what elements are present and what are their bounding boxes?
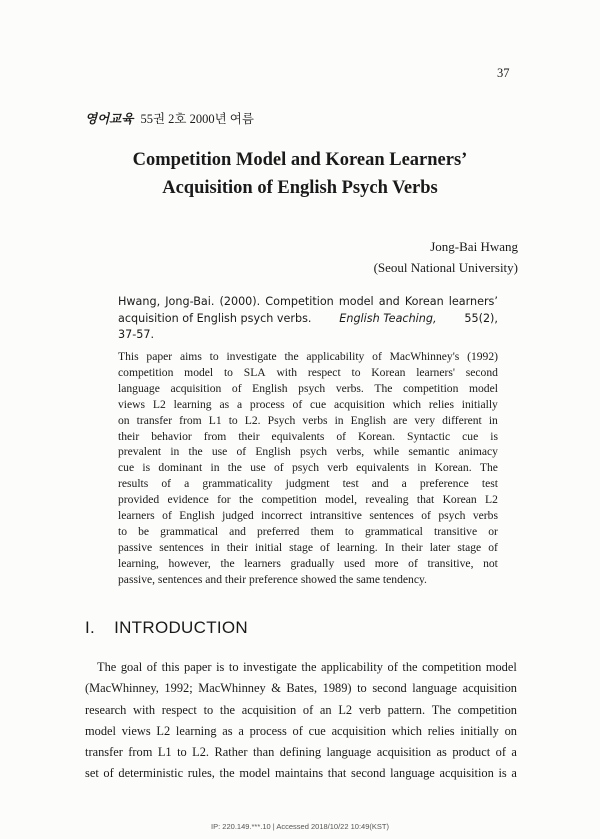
- abstract-line: language acquisition of English psych verbs. The competition model: [118, 381, 498, 395]
- title-line-2: Acquisition of English Psych Verbs: [162, 178, 438, 198]
- abstract-line: passive, sentences and their preference showed the same tendency.: [118, 572, 427, 586]
- citation-title-end: acquisition of English psych verbs.: [118, 311, 312, 325]
- citation-word: (2000).: [219, 295, 261, 308]
- abstract-line: competition model to SLA with respect to Korean learners' second: [118, 365, 498, 379]
- abstract-line: prevalent in the use of English psych verbs, while semantic animacy: [118, 445, 498, 459]
- body-line: research with respect to the acquisition of an L2 verb pattern. The competition: [85, 702, 517, 717]
- paper-title: [0, 146, 600, 202]
- abstract-line: provided evidence for the competition model, revealing that Korean L2: [118, 493, 498, 507]
- body-line: set of deterministic rules, the model maintains that second language acquisition is a: [85, 766, 517, 781]
- title-line-1: Competition Model and Korean Learners’: [132, 150, 468, 170]
- citation-line-1: [118, 294, 498, 311]
- journal-issue: 55권 2호 2000년 여름: [140, 112, 254, 126]
- page-number: 37: [497, 66, 510, 80]
- author-affiliation: (Seoul National University): [373, 260, 518, 275]
- abstract-line: passive sentences in their initial stage of learning. In their later stage of: [118, 540, 498, 554]
- abstract-line: views L2 learning as a process of cue acquisition which relies initially: [118, 397, 498, 411]
- citation-word: Competition: [265, 295, 334, 308]
- citation-line-2: [118, 311, 498, 328]
- citation-volume: 55(2),: [464, 311, 498, 325]
- abstract-line: learning, however, the learners gradually used more of transitive, not: [118, 556, 498, 570]
- citation: [118, 294, 498, 344]
- citation-word: model: [338, 295, 374, 308]
- abstract-line: to be grammatical and preferred them to grammatical transitive or: [118, 524, 498, 538]
- abstract-line: learners of English judged incorrect intransitive sentences of psych verbs: [118, 509, 498, 523]
- citation-word: Jong-Bai.: [165, 295, 215, 308]
- section-title: INTRODUCTION: [114, 618, 249, 637]
- citation-word: Korean: [404, 295, 444, 308]
- journal-name: 영어교육: [85, 112, 134, 126]
- abstract-line: results of a grammaticality judgment test and a preference test: [118, 477, 498, 491]
- abstract: [118, 349, 498, 588]
- abstract-line: on transfer from L1 to L2. Psych verbs in English are very different in: [118, 413, 498, 427]
- citation-word: and: [378, 295, 400, 308]
- body-line: (MacWhinney, 1992; MacWhinney & Bates, 1989) to second language acquisition: [85, 681, 517, 696]
- citation-word: learners’: [448, 295, 498, 308]
- section-heading: [85, 618, 248, 638]
- body-line: transfer from L1 to L2. Rather than defining language acquisition as product of a: [85, 745, 517, 760]
- author-block: [374, 236, 518, 278]
- journal-header: [85, 109, 254, 127]
- citation-word: Hwang,: [118, 295, 161, 308]
- citation-journal: English Teaching,: [339, 311, 437, 325]
- abstract-line: This paper aims to investigate the applicability of MacWhinney's (1992): [118, 350, 498, 363]
- body-paragraph: [85, 657, 517, 785]
- author-name: Jong-Bai Hwang: [430, 239, 518, 254]
- body-line: model views L2 learning as a process of cue acquisition which relies initially on: [85, 723, 517, 738]
- abstract-line: their behavior from their equivalents of Korean. Syntactic cue is: [118, 429, 498, 443]
- body-line: The goal of this paper is to investigate the applicability of the competition model: [97, 660, 517, 674]
- citation-pages: 37-57.: [118, 328, 155, 341]
- abstract-line: cue is dominant in the use of psych verb equivalents in Korean. The: [118, 461, 498, 475]
- access-footer: IP: 220.149.***.10 | Accessed 2018/10/22 10:49(KST): [211, 822, 389, 831]
- section-number: I.: [85, 618, 96, 637]
